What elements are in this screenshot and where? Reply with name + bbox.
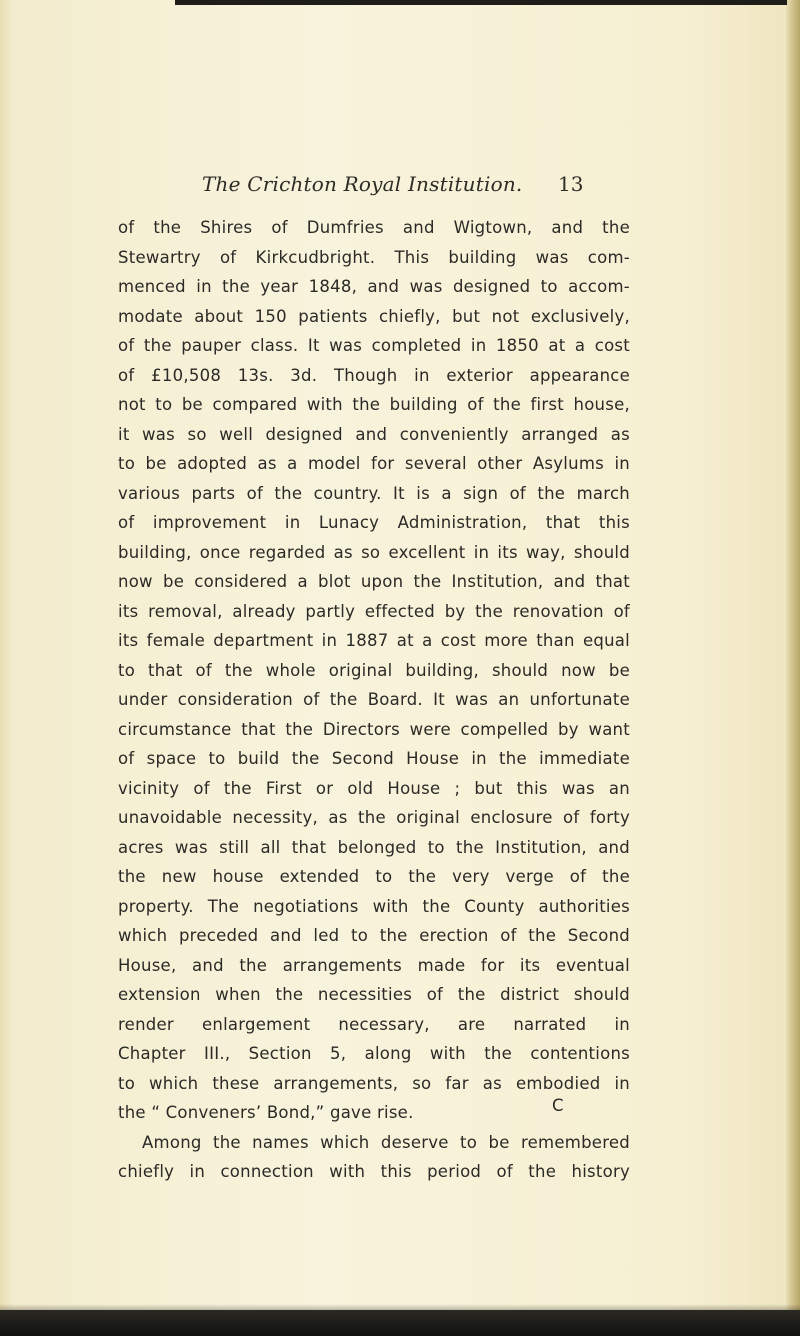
text-line: building, once regarded as so excellent in its way, should	[118, 542, 630, 562]
text-line: of space to build the Second House in the immediate	[118, 749, 630, 768]
text-line: property. The negotiations with the County authorities	[118, 896, 630, 916]
text-line: of £10,508 13s. 3d. Though in exterior appearance	[118, 365, 630, 385]
text-line: Among the names which deserve to be remembered	[142, 1132, 630, 1152]
text-line: Stewartry of Kirkcudbright. This building was com-	[118, 247, 630, 267]
text-line: its removal, already partly effected by the renovation of	[118, 601, 630, 621]
text-line: under consideration of the Board. It was an unfortunate	[118, 690, 630, 709]
signature-mark: C	[552, 1096, 564, 1115]
text-line: which preceded and led to the erection of the Second	[118, 926, 630, 945]
text-line: menced in the year 1848, and was designed to accom-	[118, 277, 630, 296]
text-line: the “ Conveners’ Bond,” gave rise.	[118, 1103, 414, 1122]
running-title: The Crichton Royal Institution.	[202, 172, 523, 196]
text-line: to be adopted as a model for several other Asylums in	[118, 454, 630, 473]
text-line: unavoidable necessity, as the original enclosure of forty	[118, 808, 630, 827]
page-number: 13	[558, 172, 584, 196]
text-line: of the pauper class. It was completed in 1850 at a cost	[118, 336, 630, 355]
text-line: it was so well designed and conveniently arranged as	[118, 424, 630, 444]
text-line: the new house extended to the very verge of the	[118, 867, 630, 886]
text-line: of improvement in Lunacy Administration, that this	[118, 513, 630, 532]
text-line: circumstance that the Directors were compelled by want	[118, 719, 630, 739]
text-line: acres was still all that belonged to the Institution, and	[118, 837, 630, 857]
text-line: vicinity of the First or old House ; but this was an	[118, 778, 630, 798]
text-line: chiefly in connection with this period of the history	[118, 1162, 630, 1181]
bottom-dark-band	[0, 1310, 800, 1336]
text-line: extension when the necessities of the district should	[118, 985, 630, 1004]
page-header	[202, 172, 602, 206]
text-line: House, and the arrangements made for its eventual	[118, 955, 630, 975]
top-border-rule	[175, 0, 787, 5]
text-line: modate about 150 patients chiefly, but not exclusively,	[118, 306, 630, 326]
text-line: Chapter III., Section 5, along with the contentions	[118, 1044, 630, 1063]
page-gutter-shadow	[0, 0, 14, 1336]
text-line: render enlargement necessary, are narrated in	[118, 1014, 630, 1034]
text-line: various parts of the country. It is a sign of the march	[118, 483, 630, 503]
text-line: now be considered a blot upon the Institution, and that	[118, 572, 630, 591]
body-text	[118, 213, 630, 1187]
text-line: to that of the whole original building, should now be	[118, 660, 630, 680]
page-edge-shadow	[786, 0, 800, 1336]
text-line: of the Shires of Dumfries and Wigtown, and the	[118, 218, 630, 237]
text-line: not to be compared with the building of the first house,	[118, 395, 630, 414]
text-line: to which these arrangements, so far as embodied in	[118, 1073, 630, 1093]
text-line: its female department in 1887 at a cost more than equal	[118, 631, 630, 650]
